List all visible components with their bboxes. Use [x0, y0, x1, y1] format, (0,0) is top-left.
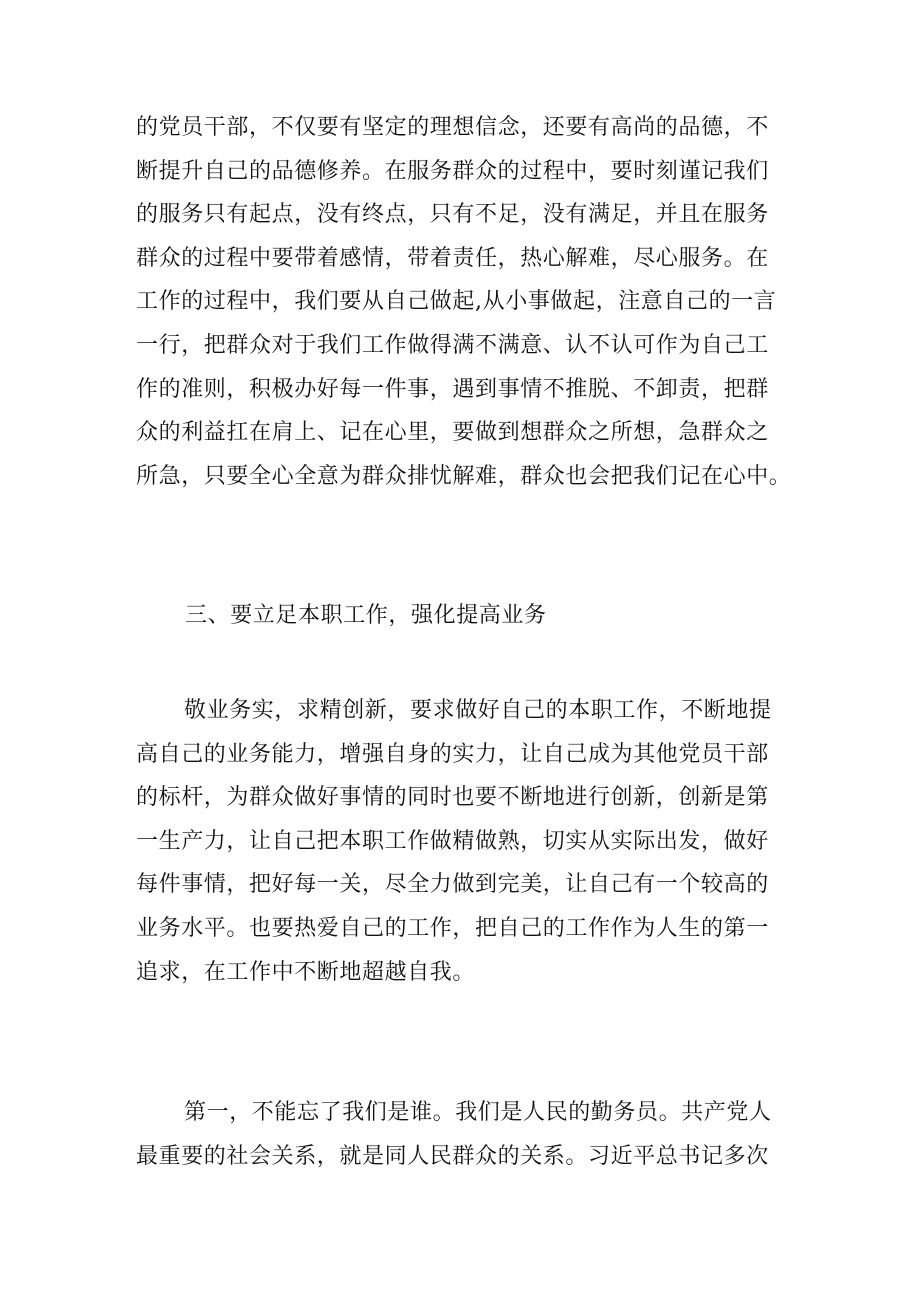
paragraph-who-we-are — [136, 1091, 792, 1178]
text-line: 最重要的社会关系，就是同人民群众的关系。习近平总书记多次 — [136, 1143, 769, 1169]
text-line: 的标杆，为群众做好事情的同时也要不断地进行创新，创新是第 — [136, 785, 769, 811]
text-line: 高自己的业务能力，增强自身的实力，让自己成为其他党员干部 — [136, 741, 769, 767]
text-line: 一生产力，让自己把本职工作做精做熟，切实从实际出发，做好 — [136, 828, 769, 854]
text-line: 追求，在工作中不断地超越自我。 — [136, 959, 476, 985]
section-heading: 三、要立足本职工作，强化提高业务 — [185, 603, 547, 628]
text-line: 所急，只要全心全意为群众排忧解难，群众也会把我们记在心中。 — [136, 463, 792, 489]
text-line: 断提升自己的品德修养。在服务群众的过程中，要时刻谨记我们 — [136, 158, 769, 184]
paragraph-service-masses — [136, 106, 792, 498]
text-line: 敬业务实，求精创新，要求做好自己的本职工作，不断地提 — [184, 698, 772, 723]
paragraph-job-duties — [136, 689, 792, 994]
text-line: 的服务只有起点，没有终点，只有不足，没有满足，并且在服务 — [136, 202, 769, 228]
text-line: 每件事情，把好每一关，尽全力做到完美，让自己有一个较高的 — [136, 872, 769, 898]
text-line: 一行，把群众对于我们工作做得满不满意、认不认可作为自己工 — [136, 332, 769, 358]
text-line: 作的准则，积极办好每一件事，遇到事情不推脱、不卸责，把群 — [136, 376, 769, 402]
text-line: 业务水平。也要热爱自己的工作，把自己的工作作为人生的第一 — [136, 915, 769, 941]
text-line: 的党员干部，不仅要有坚定的理想信念，还要有高尚的品德，不 — [136, 115, 769, 140]
text-line: 众的利益扛在肩上、记在心里，要做到想群众之所想，急群众之 — [136, 420, 769, 446]
text-line: 第一，不能忘了我们是谁。我们是人民的勤务员。共产党人 — [184, 1100, 772, 1125]
text-line: 群众的过程中要带着感情，带着责任，热心解难，尽心服务。在 — [136, 245, 769, 271]
text-line: 工作的过程中，我们要从自己做起,从小事做起，注意自己的一言 — [136, 289, 777, 315]
